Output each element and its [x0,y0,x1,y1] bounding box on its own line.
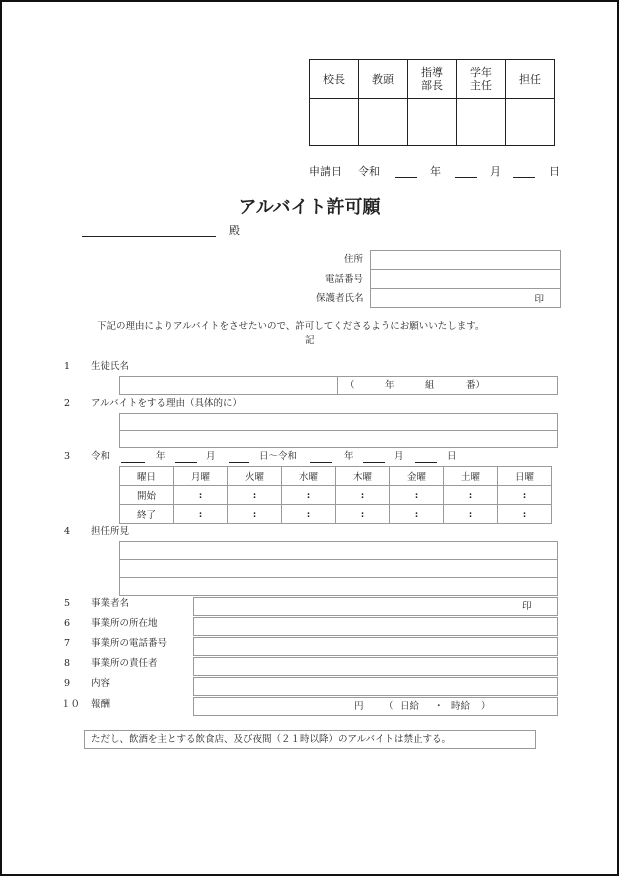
pay-paren-close: ） [481,701,491,712]
pay-paren-open: （ [384,701,394,712]
class-number-label: 番） [466,380,486,391]
teacher-comment-line-2[interactable] [119,559,558,578]
item-10-number: １０ [61,699,81,710]
date-year-blank[interactable] [395,177,417,178]
item-2-label: アルバイトをする理由（具体的に） [91,398,242,409]
item-5-label: 事業者名 [91,598,130,609]
item-5-number: 5 [64,598,71,609]
ki-mark: 記 [305,335,315,346]
date-day-blank[interactable] [513,177,535,178]
period-range-label: 日〜令和 [259,451,298,462]
period-start-month-blank[interactable] [175,462,197,463]
guardian-name-field[interactable] [371,289,561,308]
end-time-cell[interactable]: : [228,505,282,524]
pay-yen-label: 円 [354,701,364,712]
item-4-number: 4 [64,526,71,537]
schedule-end-label: 終了 [120,505,174,524]
period-end-year-blank[interactable] [310,462,332,463]
pay-separator: ・ [434,701,444,712]
reason-line-1[interactable] [119,413,558,431]
addressee-blank[interactable] [82,236,216,237]
pay-hourly-label: 時給 [451,701,471,712]
schedule-header-weekday: 曜日 [120,467,174,486]
start-time-cell[interactable]: : [336,486,390,505]
pay-field[interactable] [193,697,558,716]
end-time-cell[interactable]: : [498,505,552,524]
work-schedule-table [119,466,552,524]
student-name-field[interactable] [119,376,338,395]
approval-stamp-table [309,59,555,146]
class-paren-open: （ [345,380,355,391]
approval-seal-cell[interactable] [310,99,359,146]
period-month-label: 月 [206,451,216,462]
schedule-header-tuesday: 火曜 [228,467,282,486]
end-time-cell[interactable]: : [444,505,498,524]
application-date-label: 申請日 [309,165,342,178]
start-time-cell[interactable]: : [282,486,336,505]
guardian-phone-field[interactable] [371,270,561,289]
end-time-cell[interactable]: : [390,505,444,524]
end-time-cell[interactable]: : [336,505,390,524]
start-time-cell[interactable]: : [174,486,228,505]
schedule-start-label: 開始 [120,486,174,505]
approval-header-vice-principal: 教頭 [359,60,408,99]
item-6-label: 事業所の所在地 [91,618,158,629]
date-month-blank[interactable] [455,177,477,178]
guardian-address-label: 住所 [344,254,364,265]
application-date-year: 年 [430,165,441,178]
item-7-number: 7 [64,638,71,649]
item-8-number: 8 [64,658,71,669]
application-date-day: 日 [549,165,560,178]
item-1-label: 生徒氏名 [91,361,130,372]
application-date-month: 月 [490,165,501,178]
item-7-label: 事業所の電話番号 [91,638,168,649]
employer-phone-field[interactable] [193,637,558,656]
start-time-cell[interactable]: : [228,486,282,505]
schedule-header-wednesday: 水曜 [282,467,336,486]
job-content-field[interactable] [193,677,558,696]
period-end-day-blank[interactable] [415,462,437,463]
period-start-year-blank[interactable] [121,462,145,463]
period-end-month-blank[interactable] [363,462,385,463]
employer-manager-field[interactable] [193,657,558,676]
end-time-cell[interactable]: : [174,505,228,524]
guardian-phone-label: 電話番号 [325,274,364,285]
footnote-box [84,730,536,749]
guardian-info-table [370,250,561,308]
approval-seal-cell[interactable] [457,99,506,146]
period-era: 令和 [91,451,111,462]
document-title: アルバイト許可願 [238,197,381,218]
schedule-header-friday: 金曜 [390,467,444,486]
approval-seal-cell[interactable] [408,99,457,146]
teacher-comment-line-3[interactable] [119,577,558,596]
schedule-header-monday: 月曜 [174,467,228,486]
item-4-label: 担任所見 [91,526,130,537]
approval-seal-cell[interactable] [359,99,408,146]
item-10-label: 報酬 [91,699,111,710]
request-statement: 下記の理由によりアルバイトをさせたいので、許可してくださるようにお願いいたします。 [97,321,485,332]
employer-seal-mark: 印 [522,601,532,612]
class-year-label: 年 [385,380,395,391]
teacher-comment-line-1[interactable] [119,541,558,560]
footnote-text: ただし、飲酒を主とする飲食店、及び夜間（２１時以降）のアルバイトは禁止する。 [91,734,451,745]
approval-header-guidance-head: 指導 部長 [408,60,457,99]
period-year-label: 年 [156,451,166,462]
employer-name-field[interactable] [193,597,558,616]
period-year2-label: 年 [344,451,354,462]
student-class-field[interactable] [337,376,558,395]
guardian-name-label: 保護者氏名 [316,293,364,304]
start-time-cell[interactable]: : [390,486,444,505]
employer-address-field[interactable] [193,617,558,636]
item-3-number: 3 [64,451,71,462]
end-time-cell[interactable]: : [282,505,336,524]
start-time-cell[interactable]: : [498,486,552,505]
item-9-number: 9 [64,678,71,689]
item-8-label: 事業所の責任者 [91,658,158,669]
schedule-header-saturday: 土曜 [444,467,498,486]
item-2-number: 2 [64,398,71,409]
item-6-number: 6 [64,618,71,629]
schedule-header-sunday: 日曜 [498,467,552,486]
class-group-label: 組 [425,380,435,391]
period-month2-label: 月 [394,451,404,462]
item-9-label: 内容 [91,678,111,689]
period-day2-label: 日 [447,451,457,462]
approval-header-homeroom: 担任 [506,60,555,99]
item-1-number: 1 [64,361,71,372]
approval-seal-cell[interactable] [506,99,555,146]
approval-header-principal: 校長 [310,60,359,99]
application-date-era: 令和 [358,165,380,178]
guardian-address-field[interactable] [371,251,561,270]
period-start-day-blank[interactable] [229,462,249,463]
pay-daily-label: 日給 [400,701,420,712]
addressee-suffix: 殿 [229,224,240,237]
reason-line-2[interactable] [119,430,558,448]
guardian-seal-mark: 印 [534,294,544,305]
start-time-cell[interactable]: : [444,486,498,505]
approval-header-grade-head: 学年 主任 [457,60,506,99]
schedule-header-thursday: 木曜 [336,467,390,486]
